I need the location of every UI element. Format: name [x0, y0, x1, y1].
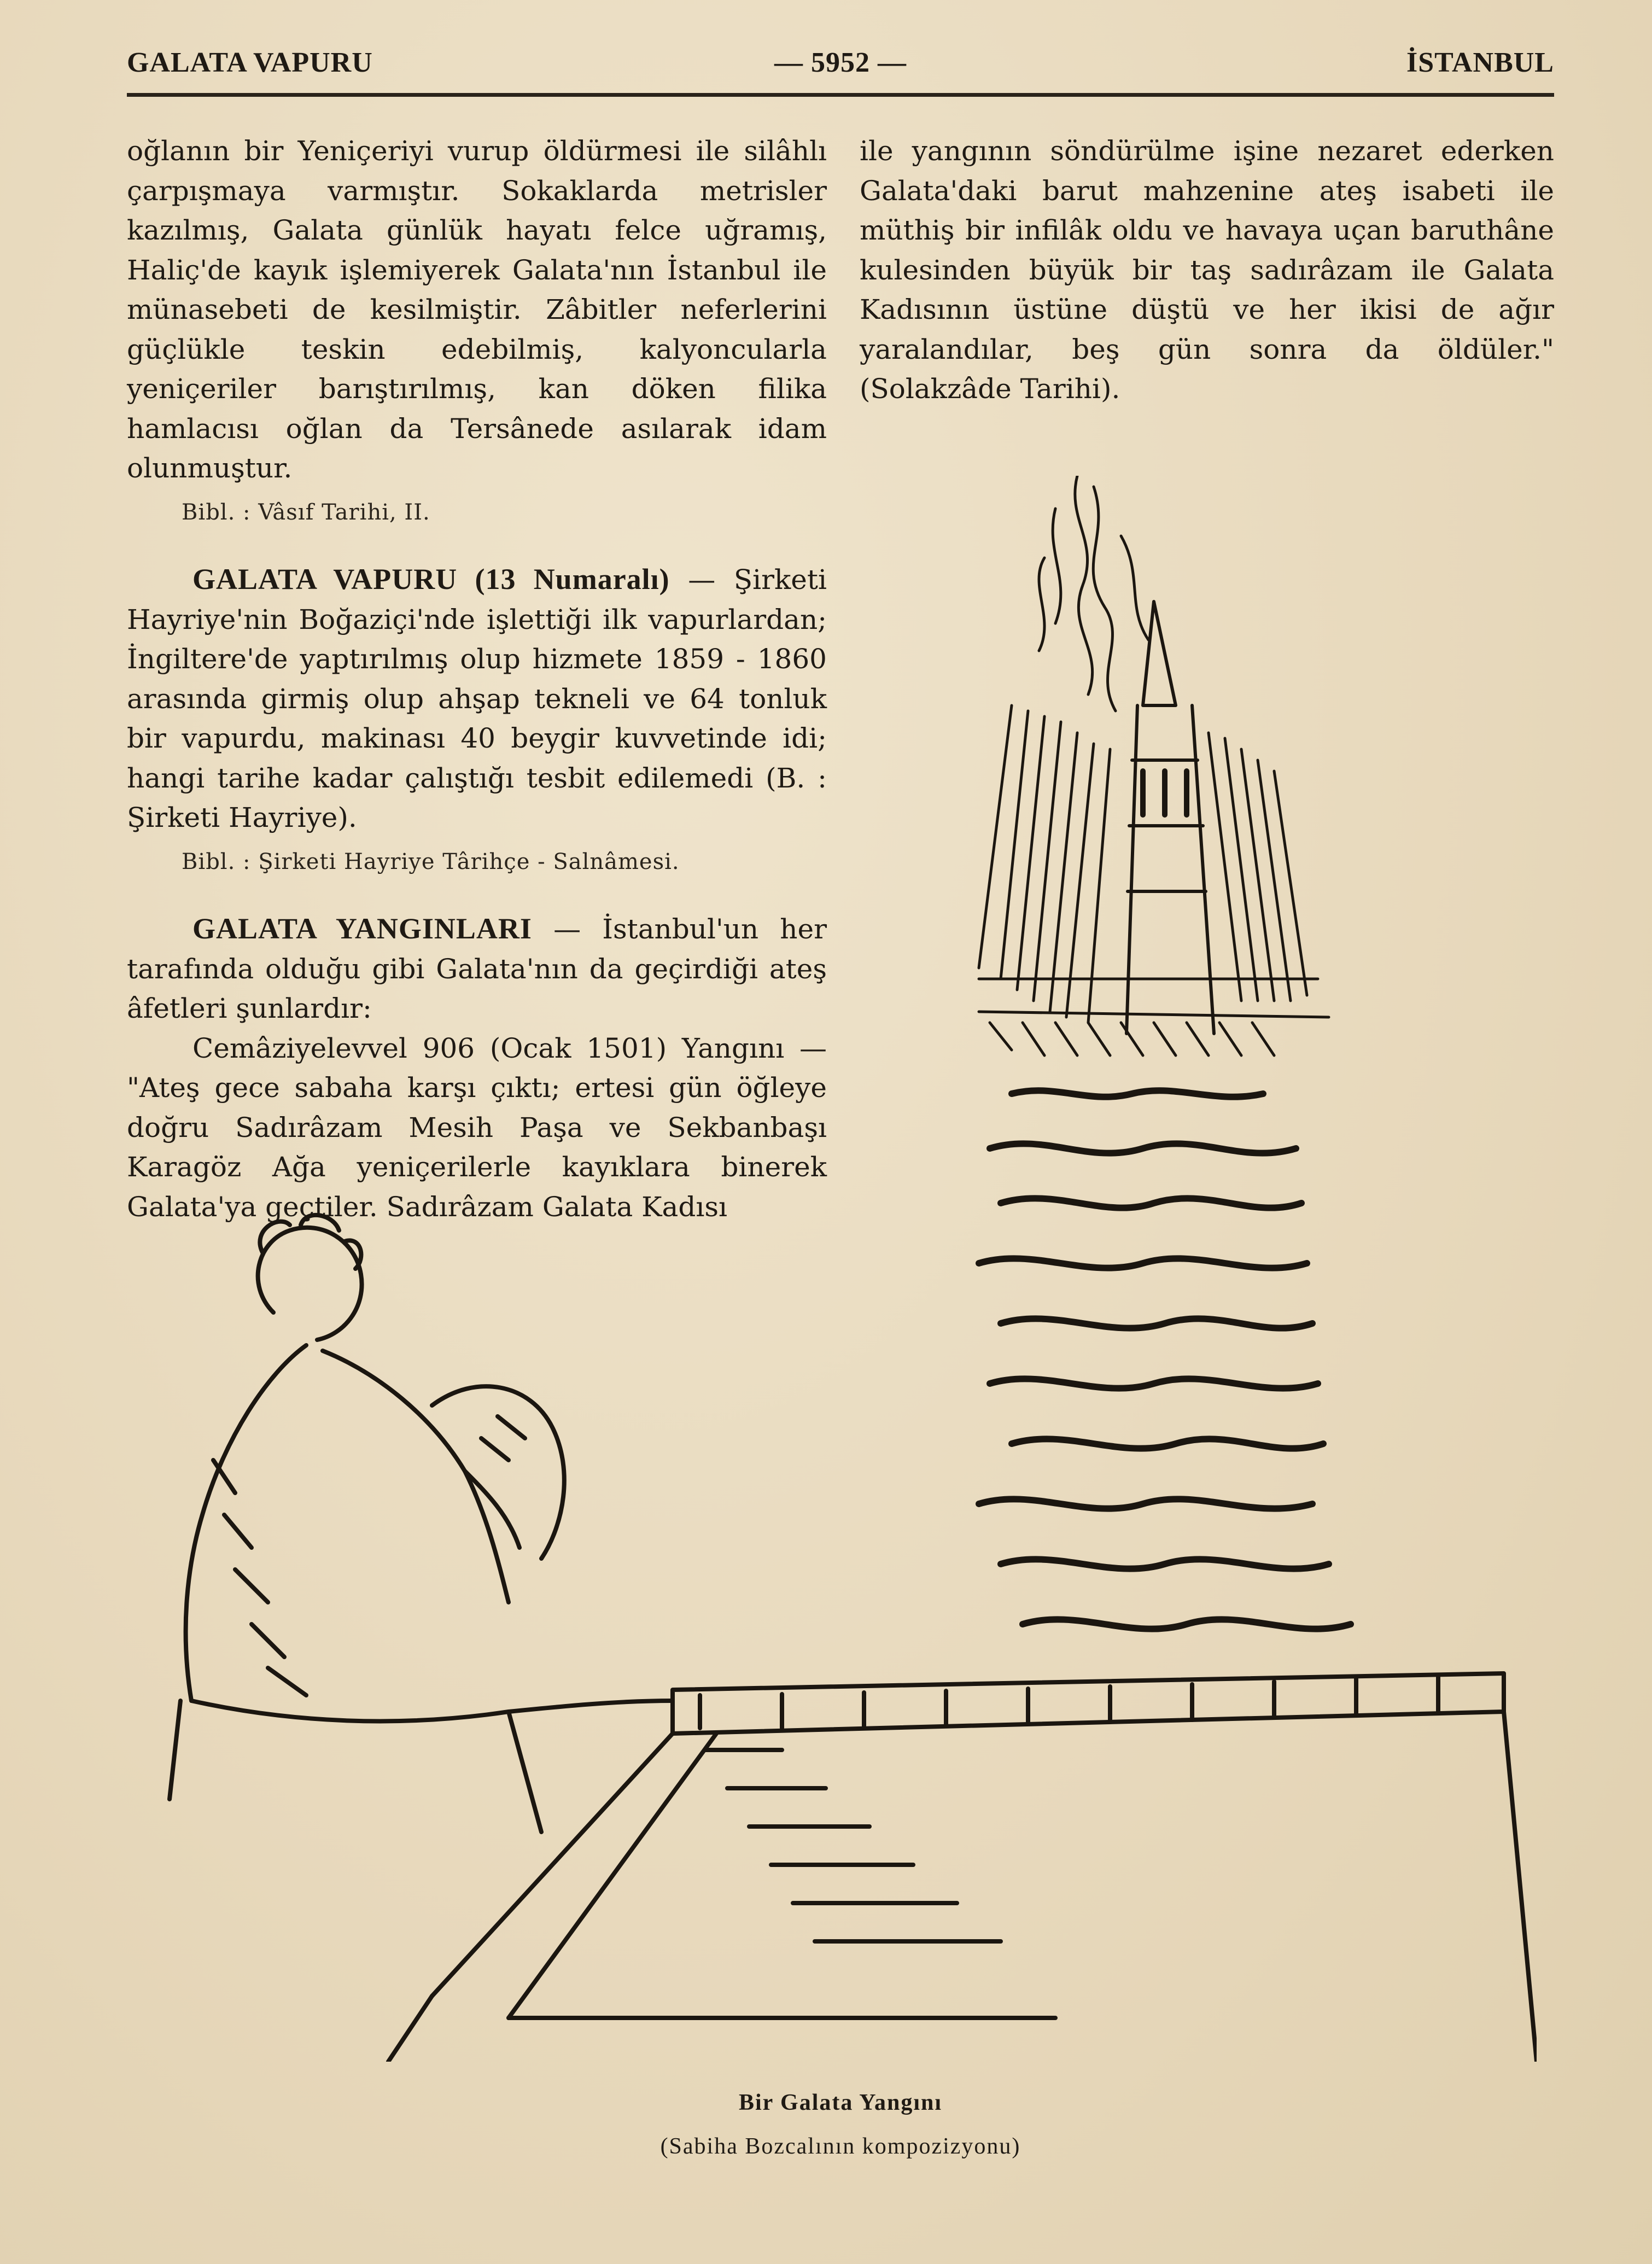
galata-tower: [1126, 602, 1214, 1034]
figure-title: Bir Galata Yangını: [738, 2090, 943, 2115]
running-head: [127, 46, 1554, 90]
water-reflections: [979, 1090, 1351, 1629]
galata-fire-illustration: [126, 476, 1537, 2062]
seated-figure: [170, 1215, 673, 1832]
header-left-title: GALATA VAPURU: [127, 47, 373, 78]
fire-1501-paragraph: Cemâziyelevvel 906 (Ocak 1501) Yangını — "Ateş gece sabaha karşı çıktı; ertesi gün öğleye doğru Sadırâzam Mesih Paşa ve Sekbanbaşı Karagöz Ağa yeniçerilerle kayıklara binerek Galata'ya geçtiler. Sadırâzam Galata Kadısı: [127, 1032, 827, 1223]
right-column: [860, 131, 1554, 409]
header-rule: [127, 93, 1554, 97]
quay-pier: [388, 1673, 1537, 2062]
city-buildings-hatching: [979, 705, 1329, 1055]
figure-credit: (Sabiha Bozcalının kompozizyonu): [660, 2134, 1021, 2159]
continuation-paragraph: oğlanın bir Yeniçeriyi vurup öldürmesi ile silâhlı çarpışmaya varmıştır. Sokaklarda metrisler kazılmış, Galata günlük hayatı felce uğramış, Haliç'de kayık işlemiyerek Galata'nın İstanbul ile münasebeti de kesilmiştir. Zâbitler neferlerini güçlükle teskin edebilmiş, kalyoncularla yeniçeriler barıştırılmış, kan döken filika hamlacısı oğlan da Tersânede asılarak idam olunmuştur.: [127, 135, 827, 484]
smoke-plume: [1039, 476, 1148, 711]
bibliography-vasif: Bibl. : Vâsıf Tarihi, II.: [182, 499, 430, 525]
entry-galata-yanginlari-text: — İstanbul'un her tarafında olduğu gibi Galata'nın da geçirdiği ateş âfetleri şunlardır:: [127, 913, 827, 1024]
page-number: — 5952 —: [774, 47, 907, 78]
bibliography-sirketi-hayriye: Bibl. : Şirketi Hayriye Târihçe - Salnâmesi.: [182, 849, 680, 874]
figure-caption: [127, 2084, 1554, 2171]
headword-galata-vapuru: GALATA VAPURU (13 Numaralı): [192, 563, 670, 596]
right-column-paragraph: ile yangının söndürülme işine nezaret ederken Galata'daki barut mahzenine ateş isabeti ile müthiş bir infilâk oldu ve havaya uçan baruthâne kulesinden büyük bir taş sadırâzam ile Galata Kadısının üstüne düştü ve her ikisi de ağır yaralandılar, beş gün sonra da öldüler." (Solakzâde Tarihi).: [860, 135, 1554, 405]
header-right-title: İSTANBUL: [1406, 47, 1554, 78]
entry-galata-vapuru-text: — Şirketi Hayriye'nin Boğaziçi'nde işlettiği ilk vapurlardan; İngiltere'de yaptırılmış olup hizmete 1859 - 1860 arasında girmiş olup ahşap tekneli ve 64 tonluk bir vapurdu, makinası 40 beygir kuvvetinde idi; hangi tarihe kadar çalıştığı tesbit edilemedi (B. : Şirketi Hayriye).: [127, 564, 827, 833]
headword-galata-yanginlari: GALATA YANGINLARI: [192, 912, 532, 945]
